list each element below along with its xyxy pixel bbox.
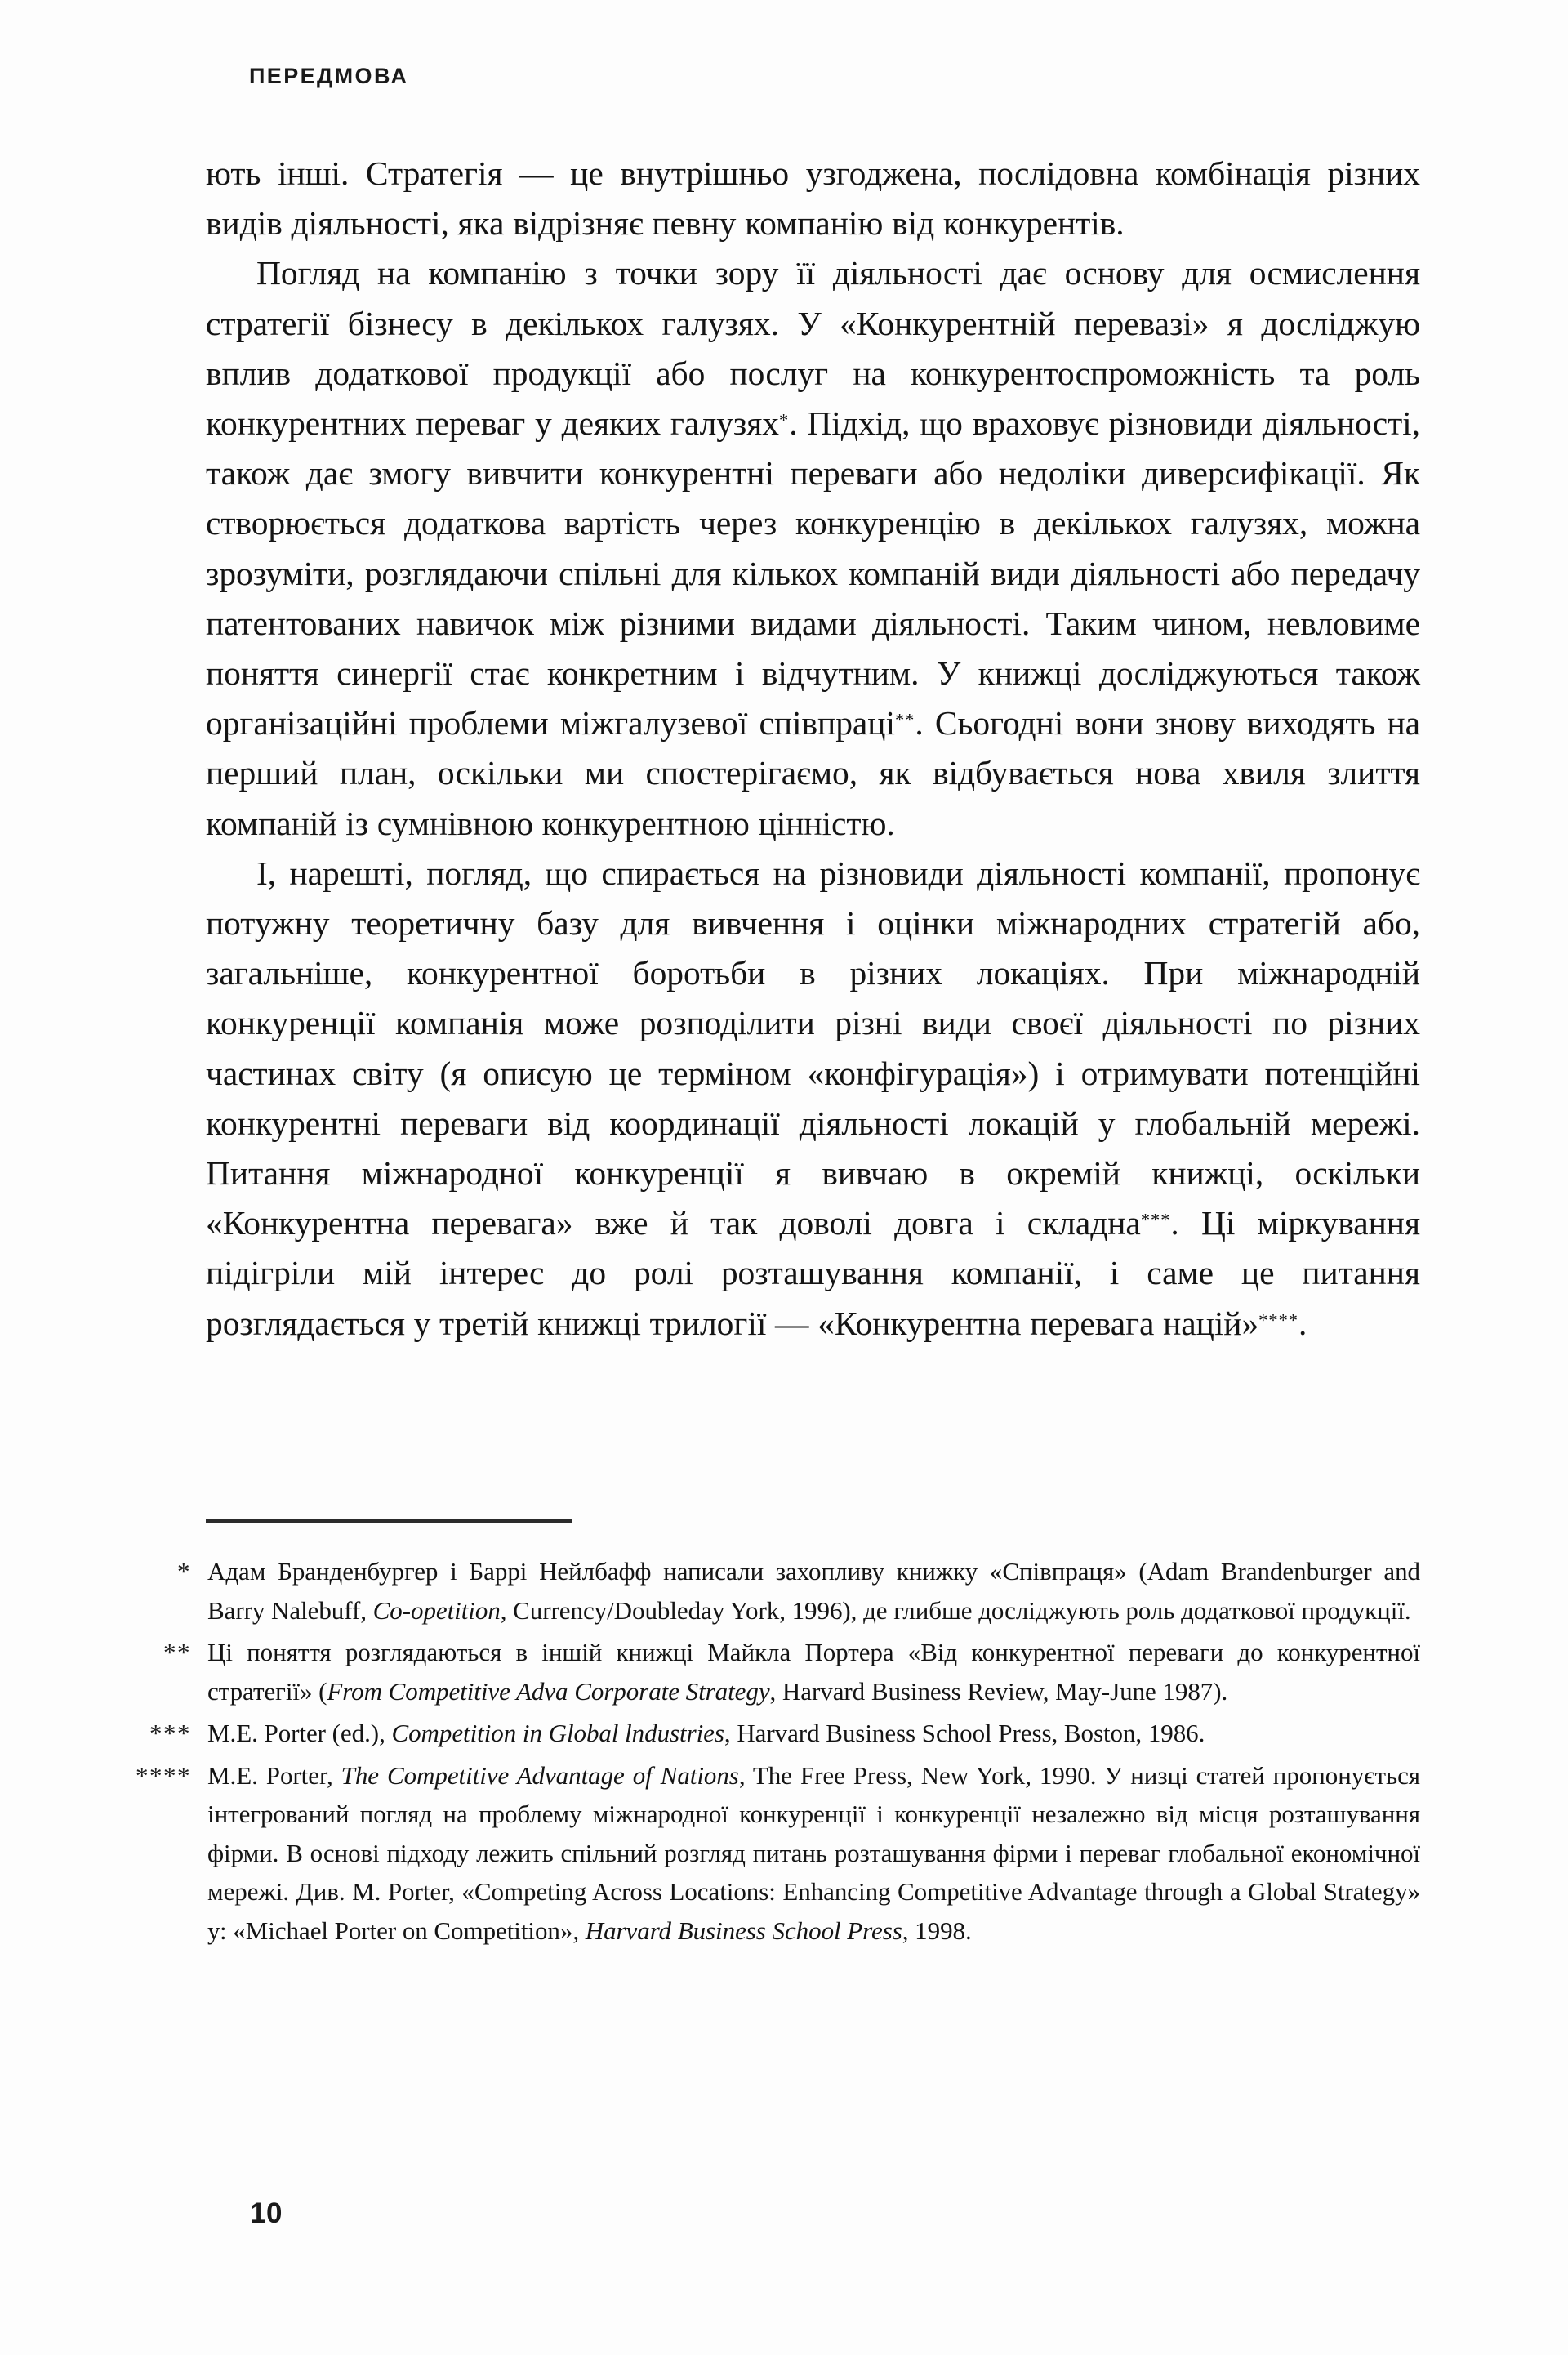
footnote-text: M.E. Porter, The Competitive Advantage of Nations, The Free Press, New York, 1990. У низці статей пропонується інтегрований погляд на проблему міжнародної конкуренції і конкуренції незалежно від місця розташування фірми. В основі підходу лежить спільний розгляд питань розташування фірми і переваг глобальної економічної мережі. Див. M. Porter, «Competing Across Locations: Enhancing Competitive Advantage through a Global Strategy» у: «Michael Porter on Competition», Harvard Business School Press, 1998.	[207, 1760, 1420, 1945]
body-text-block	[206, 149, 1420, 1349]
body-paragraph: Погляд на компанію з точки зору її діяльності дає основу для осмислення стратегії бізнесу в декількох галузях. У «Конкурентній перевазі» я досліджую вплив додаткової продукції або послуг на конкурентоспроможність та роль конкурентних переваг у деяких галузях*. Підхід, що враховує різновиди діяльності, також дає змогу вивчити конкурентні переваги або недоліки диверсифікації. Як створюється додаткова вартість через конкуренцію в декількох галузях, можна зрозуміти, розглядаючи спільні для кількох компаній види діяльності або передачу патентованих навичок між різними видами діяльності. Таким чином, невловиме поняття синергії стає конкретним і відчутним. У книжці досліджуються також організаційні проблеми міжгалузевої співпраці**. Сьогодні вони знову виходять на перший план, оскільки ми спостерігаємо, як відбувається нова хвиля злиття компаній із сумнівною конкурентною цінністю.	[206, 254, 1420, 842]
footnote-text: Ці поняття розглядаються в іншій книжці Майкла Портера «Від конкурентної переваги до конкурентної стратегії» (From Competitive Adva Corporate Strategy, Harvard Business Review, May-June 1987).	[207, 1638, 1420, 1706]
footnote-marker: ***	[149, 1719, 191, 1747]
running-header: ПЕРЕДМОВА	[249, 64, 409, 88]
footnote-marker: *	[177, 1557, 191, 1586]
italic-title: The Competitive Advantage of Nations	[341, 1760, 739, 1790]
page-number: 10	[250, 2197, 283, 2229]
italic-title: Co-opetition	[372, 1595, 501, 1625]
footnote-marker: ****	[136, 1760, 191, 1790]
body-paragraph: ють інші. Стратегія — це внутрішньо узгоджена, послідовна комбінація різних видів діяльності, яка відрізняє певну компанію від конкурентів.	[206, 154, 1420, 243]
footnote-item	[119, 1633, 1420, 1710]
footnote-text: M.E. Porter (ed.), Competition in Global lndustries, Harvard Business School Press, Boston, 1986.	[207, 1719, 1205, 1747]
footnote-item	[119, 1756, 1420, 1951]
footnote-item	[119, 1552, 1420, 1630]
italic-title: From Competitive Adva Corporate Strategy	[327, 1676, 770, 1706]
footnote-separator-rule	[206, 1519, 572, 1523]
footnote-marker: **	[163, 1638, 191, 1666]
footnote-item	[119, 1714, 1420, 1753]
italic-title: Competition in Global lndustries	[391, 1719, 724, 1747]
footnote-reference[interactable]: ****	[1258, 1309, 1298, 1330]
footnote-reference[interactable]: *	[779, 409, 790, 430]
footnote-text: Адам Бранденбургер і Баррі Нейлбафф написали захопливу книжку «Співпраця» (Adam Brandenburger and Barry Nalebuff, Co-opetition, Currency/Doubleday York, 1996), де глибше досліджують роль додаткової продукції.	[207, 1557, 1420, 1625]
footnote-reference[interactable]: ***	[1140, 1209, 1171, 1230]
italic-title: Harvard Business School Press	[585, 1916, 902, 1945]
footnote-reference[interactable]: **	[894, 709, 915, 730]
footnote-list	[119, 1552, 1420, 1953]
body-paragraph: І, нарешті, погляд, що спирається на різновиди діяльності компанії, пропонує потужну теоретичну базу для вивчення і оцінки міжнародних стратегій або, загальніше, конкурентної боротьби в різних локаціях. При міжнародній конкуренції компанія може розподілити різні види своєї діяльності по різних частинах світу (я описую це терміном «конфігурація») і отримувати потенційні конкурентні переваги від координації діяльності локацій у глобальній мережі. Питання міжнародної конкуренції я вивчаю в окремій книжці, оскільки «Конкурентна перевага» вже й так доволі довга і складна***. Ці міркування підігріли мій інтерес до ролі розташування компанії, і саме це питання розглядається у третій книжці трилогії — «Конкурентна перевага націй»****.	[206, 854, 1420, 1342]
